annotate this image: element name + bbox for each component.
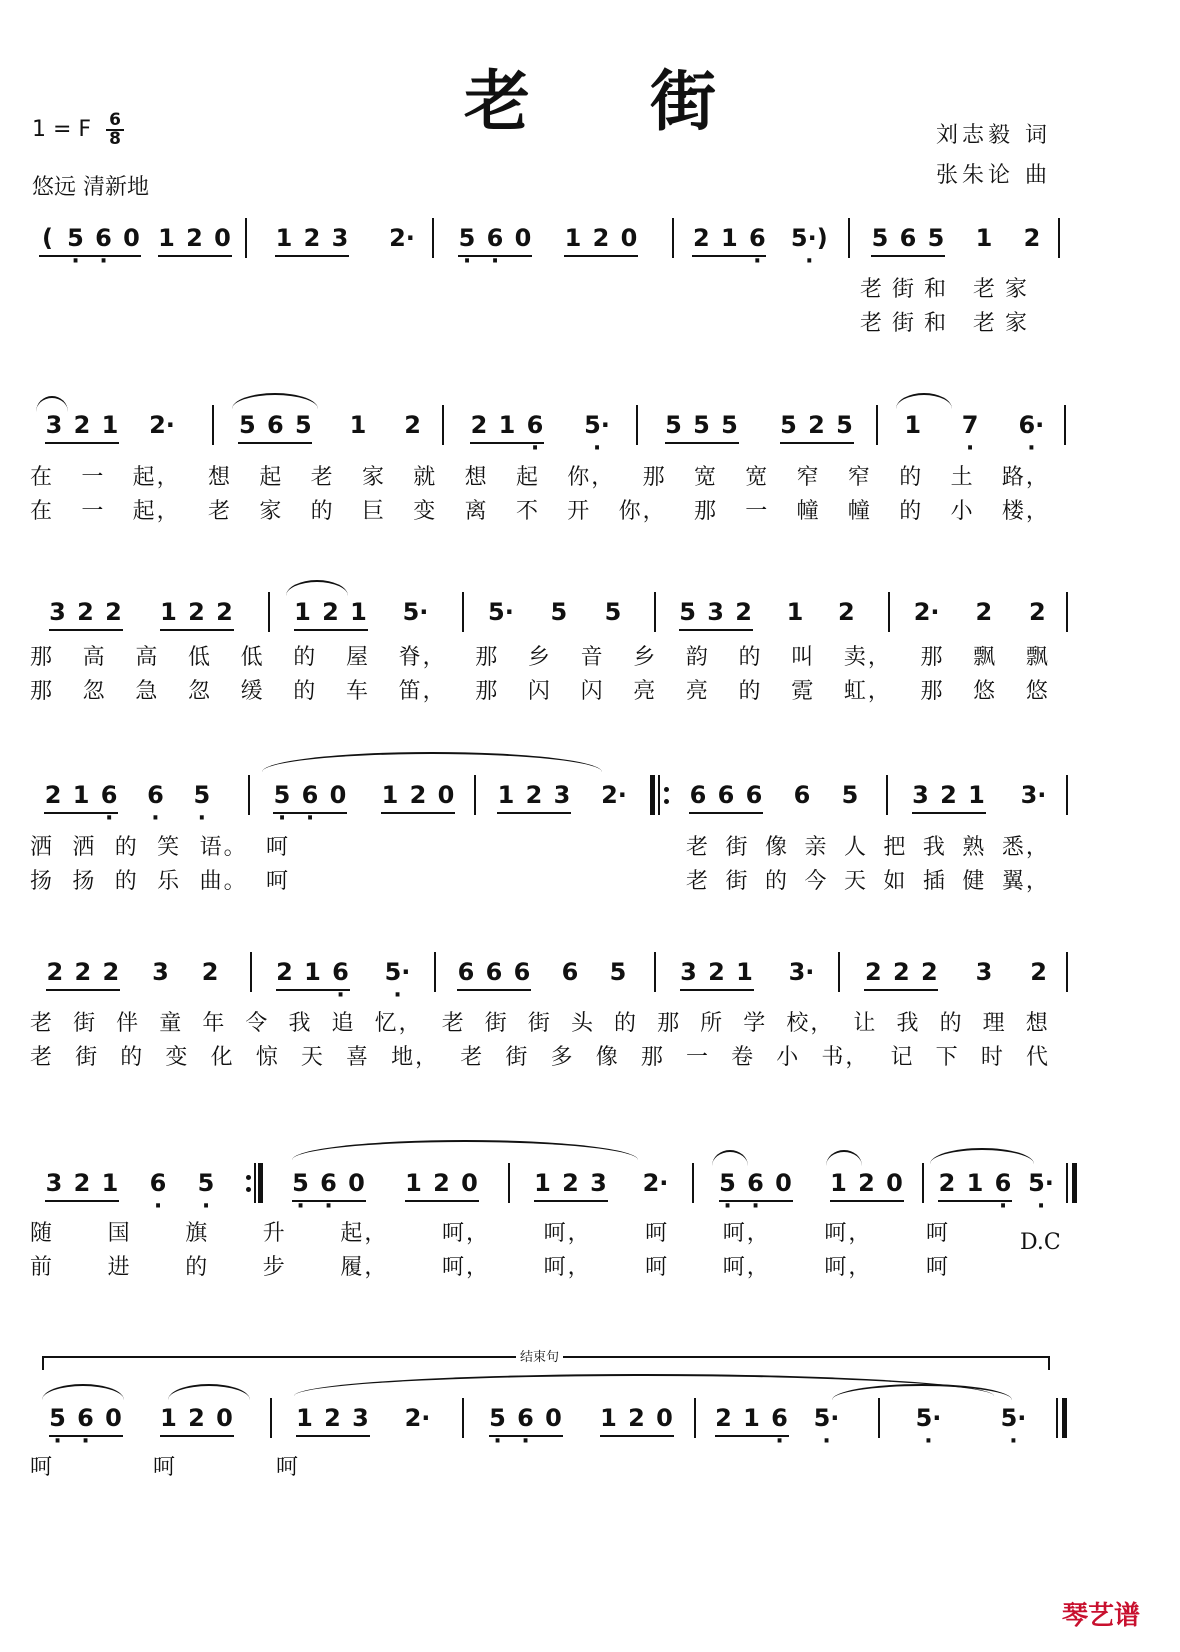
measure: 2 2 2 3 2: [864, 958, 1047, 986]
score-row-3: [30, 592, 1150, 632]
measure: 6 6 6 6 5: [689, 781, 859, 809]
measure: · 5 · 6 0 1 2 0: [470, 1398, 692, 1438]
measure: 3 2 1 2·: [45, 411, 175, 439]
lyrics-verse-1: 老街和 老家: [860, 277, 1037, 302]
lyrics-verse-1: 老 街 像 亲 人 把 我 熟 悉，: [686, 835, 1050, 860]
measure: 2 1 · 6 · 5·: [258, 952, 428, 992]
measure: · 5 · 6 0 1 2 0: [272, 1163, 498, 1203]
measure: 5 3 2 1 2: [679, 598, 855, 626]
score-row-6: [30, 1163, 1150, 1203]
lyrics-verse-2: 扬 扬 的 乐 曲。 呵: [30, 869, 290, 894]
measure: 3 2 1 3·: [680, 958, 815, 986]
lyrics-verse-1: 老 街 伴 童 年 令 我 追 忆， 老 街 街 头 的 那 所 学 校， 让 我 的 理 想: [30, 1011, 1050, 1036]
measure: 3 2 1 · 6 · 5: [30, 1163, 230, 1203]
measure: 5 6 5 1 2: [871, 224, 1041, 252]
measure: 2 1 · 6 · 5·: [450, 405, 630, 445]
tempo-mark: 悠远 清新地: [32, 175, 149, 200]
measure: 1 2 3 2·: [534, 1169, 669, 1197]
measure: · 5 · 6 0 1 2 0: [442, 218, 654, 258]
measure: 1 2 3 2·: [497, 781, 627, 809]
lyrics-verse-2: 老 街 的 今 天 如 插 健 翼，: [686, 869, 1050, 894]
measure: 2 1 · 6 · 5·: [930, 1163, 1062, 1203]
measure: ( · 5 · 6 0 1 2 0: [30, 218, 240, 258]
measure: 1 2 3 2·: [296, 1404, 431, 1432]
measure: 5 6 5 1 2: [238, 411, 421, 439]
repeat-start-sign: [650, 775, 664, 815]
score-row-1: [30, 218, 1150, 258]
lyrics-verse-2: 老街和 老家: [860, 311, 1037, 336]
score-row-5: [30, 952, 1150, 992]
score-row-2: [30, 405, 1150, 445]
lyrics-verse-2: 在 一 起， 老 家 的 巨 变 离 不 开 你， 那 一 幢 幢 的 小 楼，: [30, 499, 1050, 524]
measure: · 5· · 5·: [886, 1398, 1056, 1438]
measure: 2· 2 2: [913, 598, 1046, 626]
time-sig-numerator: 6: [106, 112, 124, 131]
measure: 5 5 5 5 2 5: [665, 411, 853, 439]
measure: 3 2 1 3·: [912, 781, 1047, 809]
site-logo: 琴艺谱: [1061, 1601, 1140, 1631]
repeat-end-sign: [246, 1163, 260, 1203]
measure: 1 2 1 5·: [294, 598, 429, 626]
measure: · 5 · 6 0 1 2 0: [256, 775, 472, 815]
measure: 5· 5 5: [488, 598, 622, 626]
measure: 2 2 2 3 2: [46, 958, 219, 986]
measure: 6 6 6 6 5: [457, 958, 627, 986]
lyrics-verse-1: 在 一 起， 想 起 老 家 就 想 起 你， 那 宽 宽 窄 窄 的 土 路，: [30, 465, 1050, 490]
lyrics-verse-2: 前 进 的 步 履， 呵， 呵， 呵 呵， 呵， 呵: [30, 1255, 950, 1280]
measure: 2 1 · 6 · 6 · 5: [30, 775, 225, 815]
lyricist-credit: 刘志毅 词: [936, 123, 1051, 148]
measure: 2 1 · 6 · 5·): [680, 218, 840, 258]
time-signature: [106, 112, 124, 148]
key-signature: [32, 112, 124, 148]
composer-credit: 张朱论 曲: [936, 163, 1051, 188]
lyrics-verse-1: 洒 洒 的 笑 语。 呵: [30, 835, 290, 860]
measure: 2 1 · 6 · 5·: [702, 1398, 852, 1438]
ending-label: 结束句: [516, 1346, 563, 1365]
measure: 1 2 3 2·: [275, 224, 415, 252]
lyrics-verse-2: 老 街 的 变 化 惊 天 喜 地， 老 街 多 像 那 一 卷 小 书， 记 下 时 代: [30, 1045, 1050, 1070]
lyrics-verse-2: 那 忽 急 忽 缓 的 车 笛， 那 闪 闪 亮 亮 的 霓 虹， 那 悠 悠: [30, 679, 1050, 704]
measure: 1 · 7 · 6·: [884, 405, 1064, 445]
measure: · 5 · 6 0 1 2 0: [700, 1163, 922, 1203]
measure: · 5 · 6 0 1 2 0: [30, 1398, 252, 1438]
score-row-4: [30, 775, 1150, 815]
lyrics-verse-1: 随 国 旗 升 起， 呵， 呵， 呵 呵， 呵， 呵: [30, 1221, 950, 1246]
key-label: 1 = F: [32, 117, 92, 142]
song-title: 老街: [464, 62, 836, 140]
measure: 3 2 2 1 2 2: [49, 598, 233, 626]
lyrics-verse-1: 呵 呵 呵: [30, 1455, 300, 1480]
lyrics-verse-1: 那 高 高 低 低 的 屋 脊， 那 乡 音 乡 韵 的 叫 卖， 那 飘 飘: [30, 645, 1050, 670]
score-row-7: [30, 1398, 1150, 1438]
time-sig-denominator: 8: [109, 129, 121, 149]
dc-mark: D.C: [1020, 1230, 1061, 1255]
